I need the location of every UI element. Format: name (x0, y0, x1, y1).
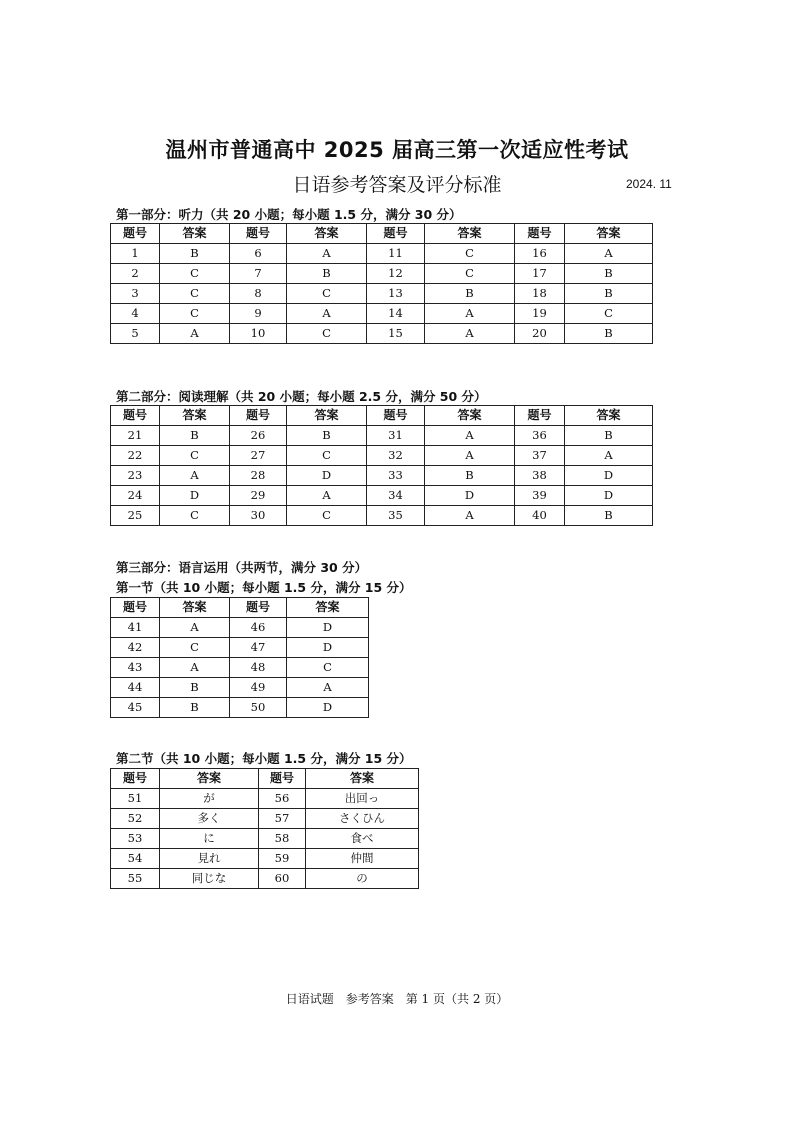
header-cell: 答案 (565, 406, 653, 426)
question-number-cell: 41 (111, 618, 160, 638)
answer-cell: A (565, 244, 653, 264)
question-number-cell: 59 (259, 849, 306, 869)
answer-cell: D (287, 618, 369, 638)
question-number-cell: 15 (367, 324, 425, 344)
question-number-cell: 29 (230, 486, 287, 506)
header-cell: 答案 (287, 598, 369, 618)
header-cell: 答案 (306, 769, 419, 789)
question-number-cell: 56 (259, 789, 306, 809)
header-cell: 答案 (160, 224, 230, 244)
answer-cell: D (287, 466, 367, 486)
question-number-cell: 23 (111, 466, 160, 486)
answer-cell: C (287, 284, 367, 304)
part1-heading: 第一部分：听力（共 20 小题；每小题 1.5 分，满分 30 分） (116, 207, 462, 222)
table-row (111, 809, 419, 829)
answer-cell: C (160, 264, 230, 284)
answer-cell: 出回っ (306, 789, 419, 809)
answer-cell: C (287, 446, 367, 466)
table-row (111, 284, 653, 304)
answer-cell: B (565, 284, 653, 304)
question-number-cell: 33 (367, 466, 425, 486)
answer-cell: A (425, 324, 515, 344)
question-number-cell: 2 (111, 264, 160, 284)
header-cell: 答案 (565, 224, 653, 244)
question-number-cell: 60 (259, 869, 306, 889)
question-number-cell: 51 (111, 789, 160, 809)
answer-cell: D (565, 486, 653, 506)
table-header-row (111, 598, 369, 618)
question-number-cell: 5 (111, 324, 160, 344)
answer-cell: A (287, 486, 367, 506)
question-number-cell: 52 (111, 809, 160, 829)
page-footer: 日语试题 参考答案 第 1 页（共 2 页） (285, 992, 509, 1006)
answer-cell: A (160, 324, 230, 344)
document-date: 2024. 11 (626, 177, 672, 191)
table-row (111, 658, 369, 678)
header-cell: 题号 (111, 224, 160, 244)
answer-cell: A (160, 618, 230, 638)
question-number-cell: 50 (230, 698, 287, 718)
answer-cell: D (565, 466, 653, 486)
answer-cell: B (565, 324, 653, 344)
question-number-cell: 43 (111, 658, 160, 678)
answer-cell: A (565, 446, 653, 466)
table-row (111, 869, 419, 889)
table-row (111, 678, 369, 698)
table-header-row (111, 769, 419, 789)
question-number-cell: 14 (367, 304, 425, 324)
answer-cell: の (306, 869, 419, 889)
question-number-cell: 38 (515, 466, 565, 486)
question-number-cell: 57 (259, 809, 306, 829)
header-cell: 题号 (111, 598, 160, 618)
question-number-cell: 49 (230, 678, 287, 698)
answer-cell: D (160, 486, 230, 506)
question-number-cell: 22 (111, 446, 160, 466)
question-number-cell: 31 (367, 426, 425, 446)
part2-rows (111, 426, 653, 526)
answer-cell: さくひん (306, 809, 419, 829)
table-row (111, 506, 653, 526)
answer-cell: A (160, 658, 230, 678)
answer-cell: A (425, 446, 515, 466)
exam-title: 温州市普通高中 2025 届高三第一次适应性考试 (165, 138, 629, 162)
answer-cell: D (287, 698, 369, 718)
answer-cell: A (425, 426, 515, 446)
answer-cell: C (425, 264, 515, 284)
answer-cell: D (287, 638, 369, 658)
section2-rows (111, 789, 419, 889)
question-number-cell: 7 (230, 264, 287, 284)
question-number-cell: 8 (230, 284, 287, 304)
answer-cell: B (565, 506, 653, 526)
header-cell: 题号 (259, 769, 306, 789)
answer-cell: B (425, 284, 515, 304)
question-number-cell: 12 (367, 264, 425, 284)
answer-cell: C (160, 304, 230, 324)
table-row (111, 698, 369, 718)
header-cell: 答案 (287, 224, 367, 244)
question-number-cell: 20 (515, 324, 565, 344)
table-row (111, 324, 653, 344)
question-number-cell: 21 (111, 426, 160, 446)
answer-cell: 同じな (160, 869, 259, 889)
question-number-cell: 44 (111, 678, 160, 698)
section1-rows (111, 618, 369, 718)
header-cell: 题号 (230, 598, 287, 618)
answer-cell: C (160, 506, 230, 526)
table-row (111, 618, 369, 638)
answer-cell: B (160, 426, 230, 446)
answer-cell: 食べ (306, 829, 419, 849)
question-number-cell: 9 (230, 304, 287, 324)
header-cell: 题号 (515, 406, 565, 426)
question-number-cell: 45 (111, 698, 160, 718)
part1-answer-table (110, 223, 653, 344)
header-cell: 答案 (160, 406, 230, 426)
answer-cell: B (565, 426, 653, 446)
answer-cell: B (425, 466, 515, 486)
question-number-cell: 25 (111, 506, 160, 526)
answer-cell: C (160, 284, 230, 304)
table-header-row (111, 406, 653, 426)
header-cell: 题号 (111, 769, 160, 789)
question-number-cell: 30 (230, 506, 287, 526)
table-row (111, 789, 419, 809)
table-header-row (111, 224, 653, 244)
question-number-cell: 58 (259, 829, 306, 849)
question-number-cell: 1 (111, 244, 160, 264)
answer-cell: C (425, 244, 515, 264)
answer-cell: が (160, 789, 259, 809)
question-number-cell: 48 (230, 658, 287, 678)
answer-cell: C (565, 304, 653, 324)
table-row (111, 849, 419, 869)
answer-cell: B (565, 264, 653, 284)
header-cell: 题号 (230, 406, 287, 426)
question-number-cell: 17 (515, 264, 565, 284)
answer-cell: C (160, 446, 230, 466)
answer-cell: B (160, 698, 230, 718)
header-cell: 答案 (160, 598, 230, 618)
header-cell: 答案 (425, 224, 515, 244)
table-row (111, 638, 369, 658)
question-number-cell: 4 (111, 304, 160, 324)
question-number-cell: 26 (230, 426, 287, 446)
section1-answer-table (110, 597, 369, 718)
question-number-cell: 19 (515, 304, 565, 324)
question-number-cell: 16 (515, 244, 565, 264)
question-number-cell: 35 (367, 506, 425, 526)
part1-rows (111, 244, 653, 344)
answer-cell: D (425, 486, 515, 506)
header-cell: 答案 (287, 406, 367, 426)
table-row (111, 446, 653, 466)
document-subtitle: 日语参考答案及评分标准 (292, 174, 502, 196)
answer-cell: に (160, 829, 259, 849)
answer-cell: C (287, 324, 367, 344)
table-row (111, 466, 653, 486)
section2-heading: 第二节（共 10 小题；每小题 1.5 分，满分 15 分） (116, 751, 412, 766)
answer-cell: 仲間 (306, 849, 419, 869)
question-number-cell: 24 (111, 486, 160, 506)
answer-cell: C (287, 658, 369, 678)
table-row (111, 486, 653, 506)
question-number-cell: 3 (111, 284, 160, 304)
question-number-cell: 40 (515, 506, 565, 526)
question-number-cell: 37 (515, 446, 565, 466)
question-number-cell: 46 (230, 618, 287, 638)
question-number-cell: 47 (230, 638, 287, 658)
question-number-cell: 55 (111, 869, 160, 889)
answer-cell: A (425, 506, 515, 526)
question-number-cell: 34 (367, 486, 425, 506)
question-number-cell: 13 (367, 284, 425, 304)
answer-cell: A (287, 304, 367, 324)
part3-heading: 第三部分：语言运用（共两节，满分 30 分） (116, 560, 368, 575)
answer-cell: 見れ (160, 849, 259, 869)
header-cell: 题号 (367, 224, 425, 244)
section1-heading: 第一节（共 10 小题；每小题 1.5 分，满分 15 分） (116, 580, 412, 595)
answer-cell: A (425, 304, 515, 324)
question-number-cell: 28 (230, 466, 287, 486)
answer-cell: A (287, 244, 367, 264)
answer-cell: C (287, 506, 367, 526)
question-number-cell: 18 (515, 284, 565, 304)
table-row (111, 426, 653, 446)
question-number-cell: 27 (230, 446, 287, 466)
question-number-cell: 10 (230, 324, 287, 344)
answer-cell: B (287, 264, 367, 284)
answer-cell: A (160, 466, 230, 486)
answer-cell: 多く (160, 809, 259, 829)
question-number-cell: 39 (515, 486, 565, 506)
question-number-cell: 54 (111, 849, 160, 869)
table-row (111, 244, 653, 264)
question-number-cell: 36 (515, 426, 565, 446)
header-cell: 题号 (515, 224, 565, 244)
header-cell: 题号 (367, 406, 425, 426)
answer-cell: B (287, 426, 367, 446)
question-number-cell: 6 (230, 244, 287, 264)
part2-answer-table (110, 405, 653, 526)
answer-cell: A (287, 678, 369, 698)
header-cell: 题号 (230, 224, 287, 244)
table-row (111, 829, 419, 849)
question-number-cell: 11 (367, 244, 425, 264)
section2-answer-table (110, 768, 419, 889)
answer-cell: C (160, 638, 230, 658)
answer-cell: B (160, 678, 230, 698)
part2-heading: 第二部分：阅读理解（共 20 小题；每小题 2.5 分，满分 50 分） (116, 389, 487, 404)
question-number-cell: 53 (111, 829, 160, 849)
header-cell: 答案 (160, 769, 259, 789)
answer-cell: B (160, 244, 230, 264)
table-row (111, 304, 653, 324)
question-number-cell: 32 (367, 446, 425, 466)
table-row (111, 264, 653, 284)
header-cell: 题号 (111, 406, 160, 426)
header-cell: 答案 (425, 406, 515, 426)
question-number-cell: 42 (111, 638, 160, 658)
